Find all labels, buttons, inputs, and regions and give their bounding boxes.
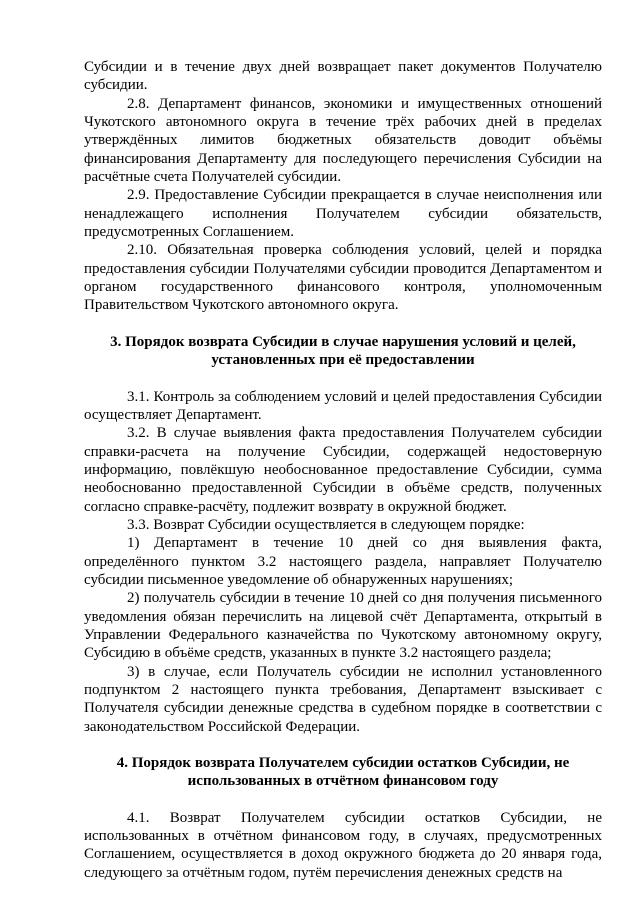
- paragraph-3-3-item-3: 3) в случае, если Получатель субсидии не исполнил установленного подпунктом 2 настоящего пункта требования, Департамент взыскивает с Получателя субсидии денежные средства в судебном порядке в соответствии с законодательством Российской Федерации.: [84, 663, 602, 735]
- paragraph-4-1: 4.1. Возврат Получателем субсидии остатков Субсидии, не использованных в отчётном финансовом году, в случаях, предусмотренных Соглашением, осуществляется в доход окружного бюджета до 20 января года, следующего за отчётным годом, путём перечисления денежных средств на: [84, 809, 602, 881]
- paragraph-continuation: Субсидии и в течение двух дней возвращает пакет документов Получателю субсидии.: [84, 59, 602, 94]
- paragraph-3-1: 3.1. Контроль за соблюдением условий и целей предоставления Субсидии осуществляет Департамент.: [84, 388, 602, 423]
- paragraph-3-2: 3.2. В случае выявления факта предоставления Получателем субсидии справки-расчета на получение Субсидии, содержащей недостоверную информацию, повлёкшую необоснованное предоставление Субсидии, сумма необоснованно предоставленной Субсидии в объёме средств, полученных согласно справке-расчёту, подлежит возврату в окружной бюджет.: [84, 425, 602, 515]
- paragraph-3-3-item-1: 1) Департамент в течение 10 дней со дня выявления факта, определённого пунктом 3.2 настоящего раздела, направляет Получателю субсидии письменное уведомление об обнаруженных нарушениях;: [84, 535, 602, 588]
- document-page: [84, 58, 602, 882]
- paragraph-2-9: 2.9. Предоставление Субсидии прекращается в случае неисполнения или ненадлежащего исполнения Получателем субсидии обязательств, предусмотренных Соглашением.: [84, 187, 602, 241]
- section-3-title-line-1: 3. Порядок возврата Субсидии в случае нарушения условий и целей,: [110, 333, 576, 350]
- paragraph-3-3: 3.3. Возврат Субсидии осуществляется в следующем порядке:: [127, 516, 525, 533]
- paragraph-3-3-item-2: 2) получатель субсидии в течение 10 дней со дня получения письменного уведомления обязан перечислить на лицевой счёт Департамента, открытый в Управлении Федерального казначейства по Чукотскому автономному округу, Субсидию в объёме средств, указанных в пункте 3.2 настоящего раздела;: [84, 590, 602, 662]
- paragraph-2-8: 2.8. Департамент финансов, экономики и имущественных отношений Чукотского автономного округа в течение трёх рабочих дней в пределах утверждённых лимитов бюджетных обязательств доводит объёмы финансирования Департаменту для последующего перечисления Субсидии на расчётные счета Получателей субсидии.: [84, 95, 602, 186]
- paragraph-2-10: 2.10. Обязательная проверка соблюдения условий, целей и порядка предоставления субсидии Получателями субсидии проводится Департаментом и органом государственного финансового контроля, уполномоченным Правительством Чукотского автономного округа.: [84, 242, 602, 314]
- section-4-title-line-1: 4. Порядок возврата Получателем субсидии остатков Субсидии, не: [116, 755, 570, 772]
- section-3-heading: [84, 333, 602, 370]
- section-4-heading: [84, 754, 602, 791]
- section-3-title-line-2: установленных при её предоставлении: [211, 352, 475, 369]
- section-4-title-line-2: использованных в отчётном финансовом году: [187, 773, 499, 790]
